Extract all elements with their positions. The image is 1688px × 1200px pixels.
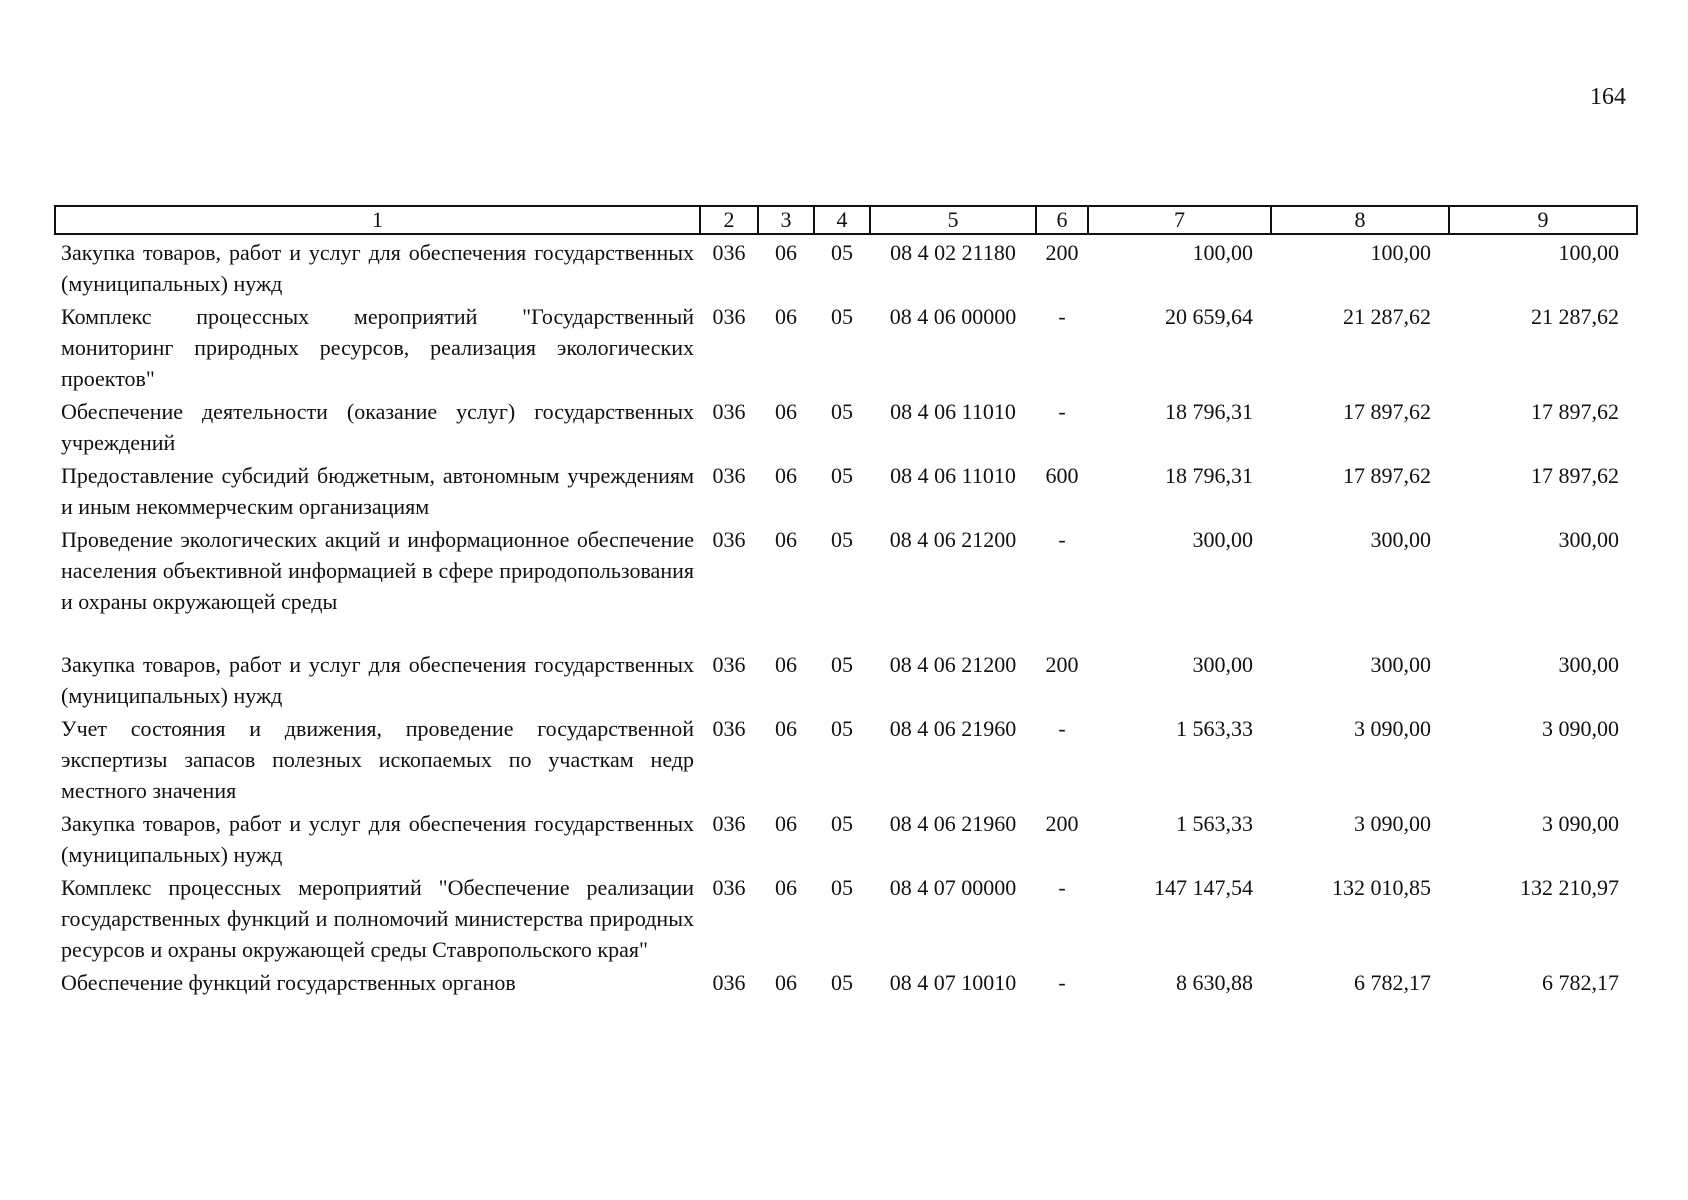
table-row — [55, 299, 1637, 394]
subsection-code: 05 — [831, 527, 853, 552]
department-code: 036 — [712, 240, 746, 265]
table-row — [55, 870, 1637, 965]
section-code: 06 — [775, 463, 797, 488]
department-code: 036 — [712, 716, 746, 741]
column-header-9: 9 — [1449, 206, 1637, 234]
amount-year-2: 21 287,62 — [1343, 304, 1431, 329]
expense-type-code: - — [1058, 527, 1066, 552]
column-header-6: 6 — [1036, 206, 1088, 234]
amount-year-1: 147 147,54 — [1154, 875, 1253, 900]
section-code: 06 — [775, 304, 797, 329]
target-article-code: 08 4 02 21180 — [890, 240, 1016, 265]
column-header-2: 2 — [700, 206, 758, 234]
row-description: Обеспечение деятельности (оказание услуг) государственных учреждений — [61, 399, 694, 455]
subsection-code: 05 — [831, 716, 853, 741]
amount-year-3: 3 090,00 — [1542, 811, 1619, 836]
column-header-1: 1 — [55, 206, 700, 234]
amount-year-2: 6 782,17 — [1354, 970, 1431, 995]
column-header-3: 3 — [758, 206, 814, 234]
amount-year-2: 17 897,62 — [1343, 399, 1431, 424]
subsection-code: 05 — [831, 399, 853, 424]
expense-type-code: 600 — [1045, 463, 1079, 488]
target-article-code: 08 4 06 21960 — [889, 716, 1017, 741]
amount-year-1: 8 630,88 — [1176, 970, 1253, 995]
amount-year-3: 17 897,62 — [1531, 463, 1619, 488]
column-header-5: 5 — [870, 206, 1036, 234]
target-article-code: 08 4 06 21960 — [889, 811, 1017, 836]
department-code: 036 — [712, 652, 746, 677]
amount-year-3: 132 210,97 — [1520, 875, 1619, 900]
table-row — [55, 711, 1637, 806]
row-description: Закупка товаров, работ и услуг для обеспечения государственных (муниципальных) нужд — [61, 240, 694, 296]
amount-year-2: 17 897,62 — [1343, 463, 1431, 488]
amount-year-2: 3 090,00 — [1354, 811, 1431, 836]
row-description: Закупка товаров, работ и услуг для обеспечения государственных (муниципальных) нужд — [61, 652, 694, 708]
department-code: 036 — [712, 970, 746, 995]
table-row — [55, 522, 1637, 647]
section-code: 06 — [775, 652, 797, 677]
expense-type-code: - — [1058, 399, 1066, 424]
amount-year-3: 300,00 — [1558, 527, 1619, 552]
subsection-code: 05 — [831, 240, 853, 265]
subsection-code: 05 — [831, 811, 853, 836]
expense-type-code: - — [1058, 716, 1066, 741]
section-code: 06 — [775, 527, 797, 552]
target-article-code: 08 4 06 11010 — [890, 399, 1016, 424]
expense-type-code: - — [1058, 970, 1066, 995]
department-code: 036 — [712, 399, 746, 424]
amount-year-3: 21 287,62 — [1531, 304, 1619, 329]
expense-type-code: 200 — [1045, 652, 1079, 677]
amount-year-1: 300,00 — [1192, 527, 1253, 552]
amount-year-3: 6 782,17 — [1542, 970, 1619, 995]
section-code: 06 — [775, 811, 797, 836]
target-article-code: 08 4 07 00000 — [889, 875, 1017, 900]
row-description: Учет состояния и движения, проведение государственной экспертизы запасов полезных ископаемых по участкам недр местного значения — [61, 716, 694, 803]
expense-type-code: - — [1058, 304, 1066, 329]
subsection-code: 05 — [831, 304, 853, 329]
department-code: 036 — [712, 811, 746, 836]
amount-year-1: 18 796,31 — [1165, 399, 1253, 424]
column-header-8: 8 — [1271, 206, 1449, 234]
table-row — [55, 647, 1637, 711]
target-article-code: 08 4 06 11010 — [890, 463, 1016, 488]
section-code: 06 — [775, 970, 797, 995]
department-code: 036 — [712, 875, 746, 900]
target-article-code: 08 4 07 10010 — [889, 970, 1017, 995]
subsection-code: 05 — [831, 652, 853, 677]
amount-year-2: 300,00 — [1370, 527, 1431, 552]
amount-year-1: 18 796,31 — [1165, 463, 1253, 488]
target-article-code: 08 4 06 21200 — [889, 527, 1017, 552]
row-description: Комплекс процессных мероприятий "Обеспечение реализации государственных функций и полномочий министерства природных ресурсов и охраны окружающей среды Ставропольского края" — [61, 875, 694, 962]
subsection-code: 05 — [831, 875, 853, 900]
amount-year-2: 100,00 — [1370, 240, 1431, 265]
row-description: Закупка товаров, работ и услуг для обеспечения государственных (муниципальных) нужд — [61, 811, 694, 867]
amount-year-2: 132 010,85 — [1332, 875, 1431, 900]
table-row — [55, 234, 1637, 299]
amount-year-1: 1 563,33 — [1176, 716, 1253, 741]
target-article-code: 08 4 06 21200 — [889, 652, 1017, 677]
target-article-code: 08 4 06 00000 — [889, 304, 1017, 329]
expense-type-code: - — [1058, 875, 1066, 900]
page-number: 164 — [1590, 84, 1626, 110]
row-description: Проведение экологических акций и информационное обеспечение населения объективной информацией в сфере природопользования и охраны окружающей среды — [61, 527, 694, 614]
amount-year-1: 100,00 — [1192, 240, 1253, 265]
section-code: 06 — [775, 240, 797, 265]
amount-year-2: 300,00 — [1370, 652, 1431, 677]
department-code: 036 — [712, 304, 746, 329]
table-row — [55, 965, 1637, 998]
row-description: Комплекс процессных мероприятий "Государственный мониторинг природных ресурсов, реализация экологических проектов" — [61, 304, 694, 391]
amount-year-1: 20 659,64 — [1165, 304, 1253, 329]
section-code: 06 — [775, 875, 797, 900]
amount-year-3: 3 090,00 — [1542, 716, 1619, 741]
amount-year-3: 100,00 — [1558, 240, 1619, 265]
table-row — [55, 806, 1637, 870]
amount-year-1: 300,00 — [1192, 652, 1253, 677]
column-header-4: 4 — [814, 206, 870, 234]
department-code: 036 — [712, 527, 746, 552]
table-row — [55, 394, 1637, 458]
expense-type-code: 200 — [1045, 811, 1079, 836]
row-description: Предоставление субсидий бюджетным, автономным учреждениям и иным некоммерческим организациям — [61, 463, 694, 519]
column-header-7: 7 — [1088, 206, 1271, 234]
amount-year-3: 300,00 — [1558, 652, 1619, 677]
section-code: 06 — [775, 399, 797, 424]
department-code: 036 — [712, 463, 746, 488]
column-number-header-row — [55, 206, 1637, 234]
table-row — [55, 458, 1637, 522]
amount-year-3: 17 897,62 — [1531, 399, 1619, 424]
amount-year-1: 1 563,33 — [1176, 811, 1253, 836]
expense-type-code: 200 — [1045, 240, 1079, 265]
section-code: 06 — [775, 716, 797, 741]
amount-year-2: 3 090,00 — [1354, 716, 1431, 741]
subsection-code: 05 — [831, 970, 853, 995]
budget-table — [54, 205, 1638, 998]
row-description: Обеспечение функций государственных органов — [61, 970, 516, 995]
subsection-code: 05 — [831, 463, 853, 488]
